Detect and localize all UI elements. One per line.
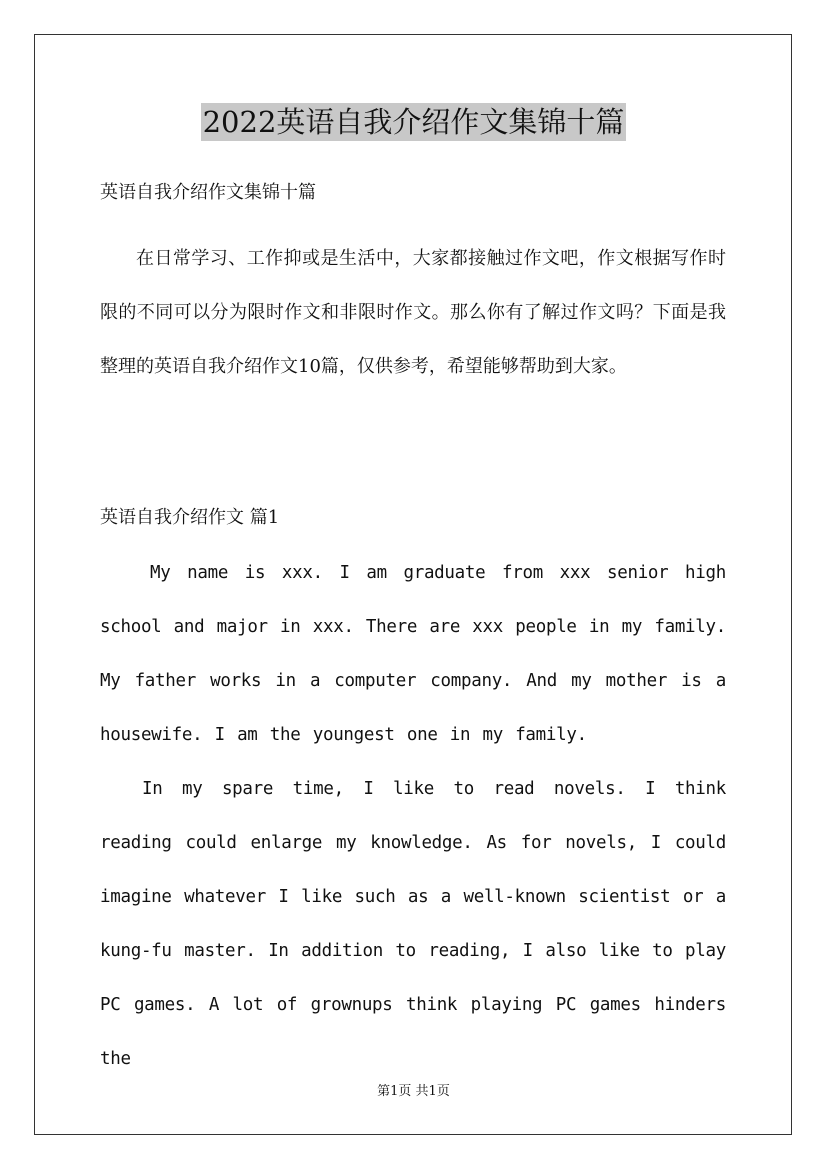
body-paragraph-2: In my spare time, I like to read novels. I think reading could enlarge my knowledge. As for novels, I could imagine whatever I like such as a well-known scientist or a kung-fu master. In addition to reading, I also like to play PC games. A lot of grownups think playing PC games hinders the bbox=[100, 779, 726, 1069]
section-heading: 英语自我介绍作文 篇1 bbox=[100, 507, 280, 528]
page-footer: 第1页 共1页 bbox=[377, 1084, 450, 1099]
document-title: 2022英语自我介绍作文集锦十篇 bbox=[202, 105, 625, 139]
intro-paragraph: 在日常学习、工作抑或是生活中，大家都接触过作文吧，作文根据写作时限的不同可以分为限时作文和非限时作文。那么你有了解过作文吗？下面是我整理的英语自我介绍作文10篇，仅供参考，希望能够帮助到大家。 bbox=[100, 248, 726, 377]
title-container bbox=[0, 103, 827, 141]
document-subtitle: 英语自我介绍作文集锦十篇 bbox=[100, 182, 316, 203]
body-paragraph-1: My name is xxx. I am graduate from xxx senior high school and major in xxx. There are xxx people in my family. My father works in a computer company. And my mother is a housewife. I am the youngest one in my family. bbox=[100, 563, 726, 745]
